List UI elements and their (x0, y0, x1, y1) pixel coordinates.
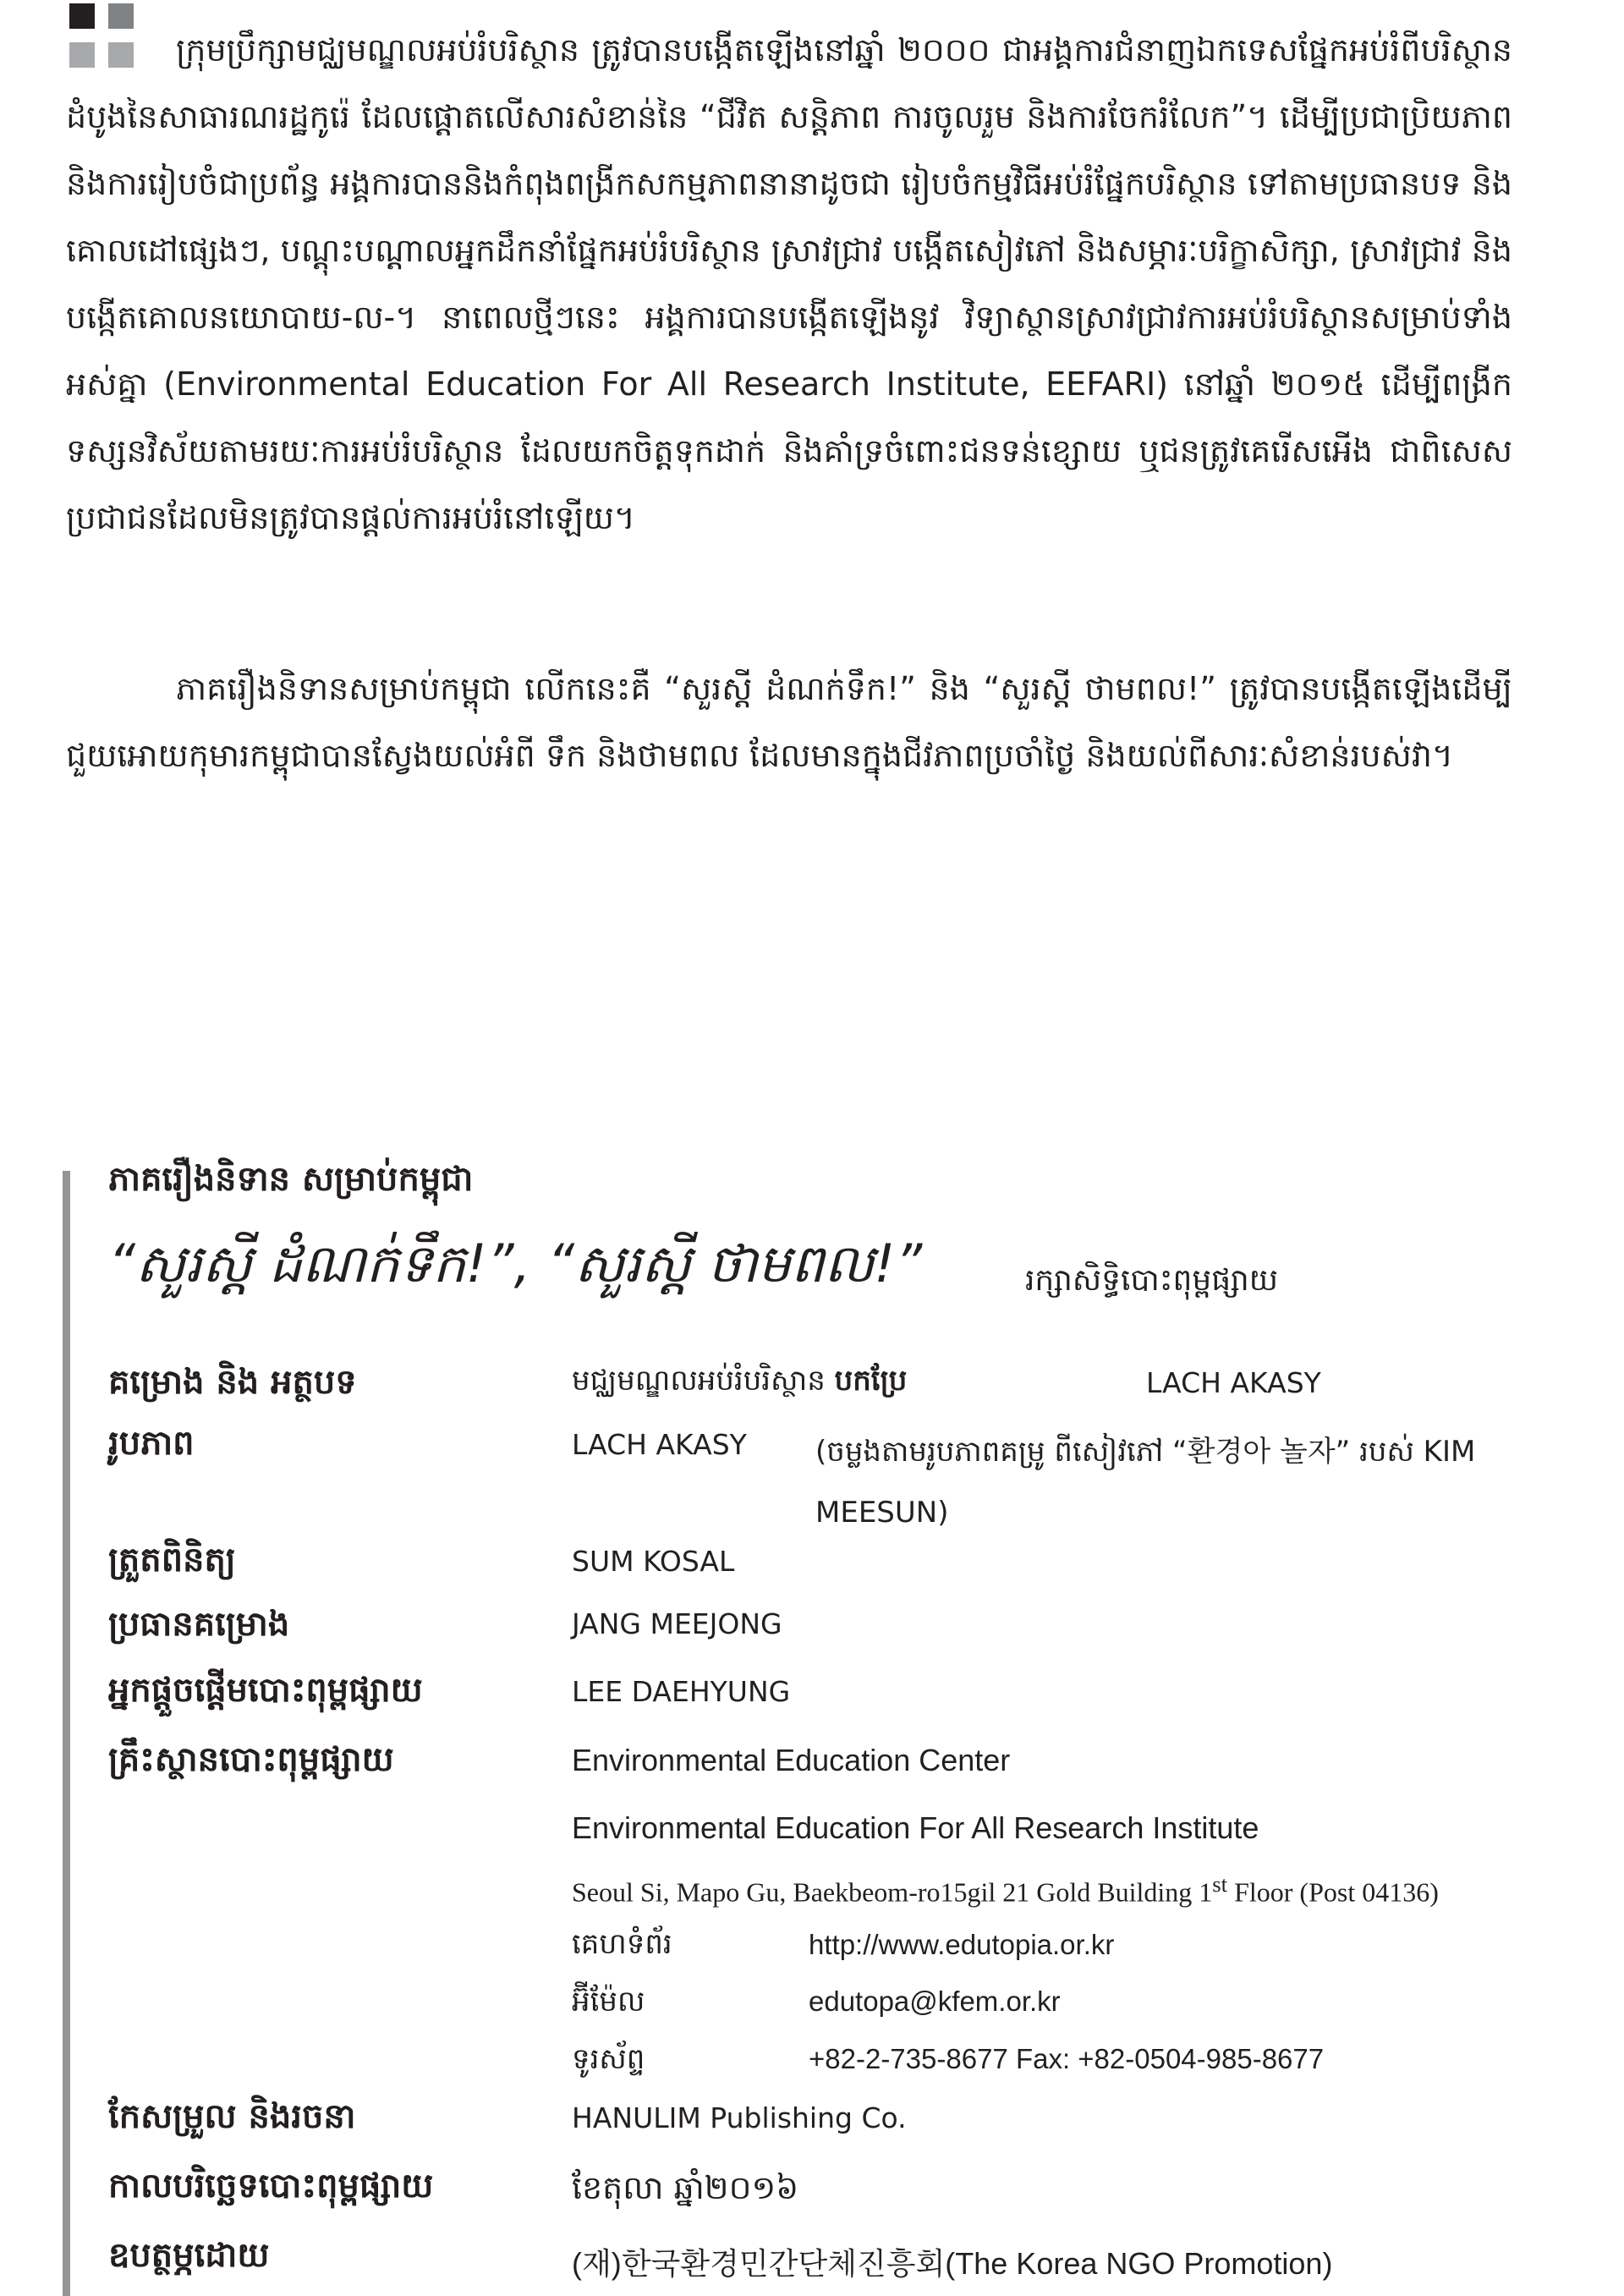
credits-side-bar (63, 1171, 70, 2296)
intro-paragraph-2: ភាគរឿងនិទានសម្រាប់កម្ពុជា លើកនេះគឺ “សួរស្តី ដំណក់ទឹក!” និង “សួរស្តី ថាមពល!” ត្រូវបានបង្កើតឡើងដើម្បីជួយអោយកុមារកម្ពុជាបានស្វែងយល់អំពី ទឹក និងថាមពល ដែលមានក្នុងជីវភាពប្រចាំថ្ងៃ និងយល់ពីសារៈសំខាន់របស់វា។ (66, 670, 1512, 774)
copyright-note: រក្សាសិទ្ធិបោះពុម្ពផ្សាយ (1025, 1263, 1279, 1298)
address-floor-suffix: st (1212, 1871, 1228, 1897)
credit-value-project (572, 1362, 907, 1404)
credit-label-sponsor: ឧបត្ថម្ភដោយ (108, 2236, 270, 2275)
series-heading: ភាគរឿងនិទាន សម្រាប់កម្ពុជា (108, 1160, 474, 1199)
credit-value-initiator: LEE DAEHYUNG (572, 1675, 791, 1708)
credit-value-sponsor: (재)한국환경민간단체진흥회(The Korea NGO Promotion) (572, 2246, 1333, 2281)
illustration-source-note: (ចម្លងតាមរូបភាពគម្រូ ពីសៀវភៅ “환경아 놀자” របស់ KIM MEESUN) (815, 1435, 1476, 1530)
phone-label: ទូរស័ព្ទ (572, 2042, 645, 2076)
credit-value-illustration: LACH AKASY (572, 1428, 747, 1461)
credit-label-publisher: គ្រឹះស្ថានបោះពុម្ពផ្សាយ (108, 1740, 394, 1779)
email-link[interactable]: edutopa@kfem.or.kr (809, 1986, 1061, 2017)
credit-value-editing: HANULIM Publishing Co. (572, 2101, 907, 2134)
address-main: Seoul Si, Mapo Gu, Baekbeom-ro15gil 21 Gold Building 1 (572, 1876, 1213, 1908)
credit-label-editing: កែសម្រួល និងរចនា (108, 2097, 356, 2136)
website-link[interactable]: http://www.edutopia.or.kr (809, 1929, 1115, 1960)
credit-label-initiator: អ្នកផ្តួចផ្តើមបោះពុម្ពផ្សាយ (108, 1671, 423, 1710)
credit-label-date: កាលបរិច្ឆេទបោះពុម្ពផ្សាយ (108, 2167, 434, 2205)
credit-label-review: ត្រួតពិនិត្យ (108, 1541, 236, 1579)
credit-value-review: SUM KOSAL (572, 1545, 735, 1578)
translator-name: LACH AKASY (1146, 1366, 1321, 1399)
credit-label-illustration: រូបភាព (108, 1424, 195, 1463)
publisher-institute: Environmental Education For All Research Institute (572, 1810, 1259, 1845)
credit-value-project-lead: JANG MEEJONG (572, 1607, 782, 1640)
credit-value-date: ខែតុលា ឆ្នាំ២០១៦ (572, 2169, 799, 2206)
website-label: គេហទំព័រ (572, 1927, 672, 1961)
book-title: “សួរស្តី ដំណក់ទឹក!”, “សួរស្តី ថាមពល!” (108, 1233, 923, 1294)
project-author: មជ្ឈមណ្ឌលអប់រំបរិស្ថាន (572, 1364, 826, 1398)
credit-value-publisher: Environmental Education Center (572, 1743, 1011, 1777)
address-floor: Floor (Post 04136) (1227, 1876, 1439, 1908)
credit-label-project: គម្រោង និង អត្ថបទ (108, 1363, 357, 1402)
credit-label-project-lead: ប្រធានគម្រោង (108, 1605, 290, 1644)
email-label: អ៊ីម៉ែល (572, 1985, 645, 2019)
phone-number: +82-2-735-8677 Fax: +82-0504-985-8677 (809, 2043, 1325, 2074)
translator-label: បកប្រែ (834, 1364, 908, 1398)
intro-paragraph-1: ក្រុមប្រឹក្សាមជ្ឈមណ្ឌលអប់រំបរិស្ថាន ត្រូវបានបង្កើតឡើងនៅឆ្នាំ ២០០០ ជាអង្គការជំនាញឯកទេសផ្នែកអប់រំពីបរិស្ថានដំបូងនៃសាធារណរដ្ឋកូរ៉េ ដែលផ្តោតលើសារសំខាន់នៃ “ជីវិត សន្តិភាព ការចូលរួម និងការចែករំលែក”។ ដើម្បីប្រជាប្រិយភាព និងការរៀបចំជាប្រព័ន្ធ អង្គការបាននិងកំពុងពង្រីកសកម្មភាពនានាដូចជា រៀបចំកម្មវិធីអប់រំផ្នែកបរិស្ថាន ទៅតាមប្រធានបទ និងគោលដៅផ្សេងៗ, បណ្តុះបណ្តាលអ្នកដឹកនាំផ្នែកអប់រំបរិស្ថាន ស្រាវជ្រាវ បង្កើតសៀវភៅ និងសម្ភារៈបរិក្ខាសិក្សា, ស្រាវជ្រាវ និងបង្កើតគោលនយោបាយ-ល-។ នាពេលថ្មីៗនេះ អង្គការបានបង្កើតឡើងនូវ វិទ្យាស្ថានស្រាវជ្រាវការអប់រំបរិស្ថានសម្រាប់ទាំងអស់គ្នា (Environmental Education For All Research Institute, EEFARI) នៅឆ្នាំ ២០១៥ ដើម្បីពង្រីកទស្សនវិស័យតាមរយៈការអប់រំបរិស្ថាន ដែលយកចិត្តទុកដាក់ និងគាំទ្រចំពោះជនទន់ខ្សោយ ឬជនត្រូវគេរើសអើង ជាពិសេសប្រជាជនដែលមិនត្រូវបានផ្តល់ការអប់រំនៅឡើយ។ (66, 31, 1512, 536)
publisher-address (572, 1871, 1439, 1909)
